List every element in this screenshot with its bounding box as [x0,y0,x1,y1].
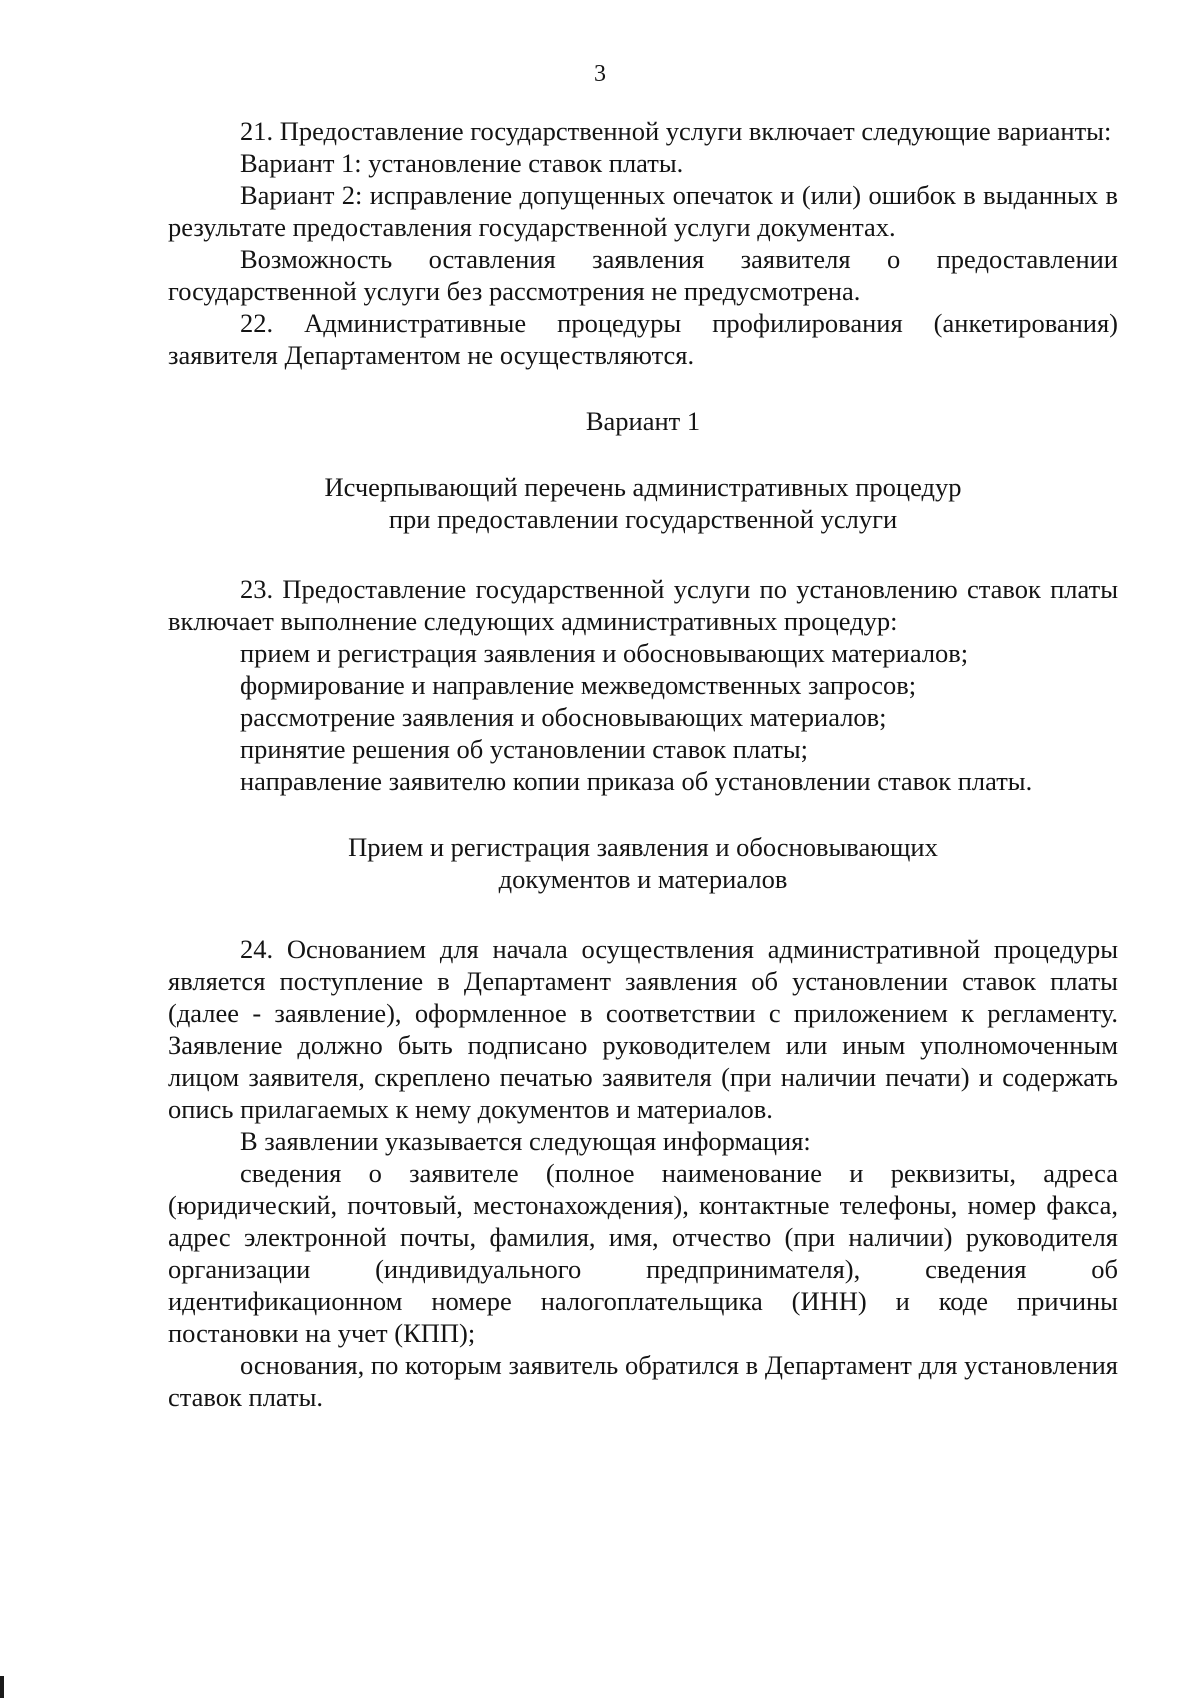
spacer [168,797,1118,831]
page-number: 3 [594,61,606,87]
paragraph-21-variant-2: Вариант 2: исправление допущенных опечаток и (или) ошибок в выданных в результате предоставления государственной услуги документах. [168,180,1118,242]
section-heading-registration [168,831,1118,895]
section-variant-title: Вариант 1 [585,406,701,436]
paragraph-22: 22. Административные процедуры профилирования (анкетирования) заявителя Департаментом не осуществляются. [168,308,1118,370]
section-heading-procedures [168,471,1118,535]
heading-line: документов и материалов [498,864,788,894]
spacer [168,371,1118,405]
spacer [168,535,1118,573]
heading-line: Прием и регистрация заявления и обосновывающих [348,832,938,862]
document-body [168,115,1118,1413]
list-item: направление заявителю копии приказа об установлении ставок платы. [240,766,1033,796]
paragraph-24-info-intro: В заявлении указывается следующая информация: [240,1126,811,1156]
procedure-list [168,637,1118,797]
paragraph-24-info-2: основания, по которым заявитель обратился в Департамент для установления ставок платы. [168,1350,1118,1412]
scan-edge-mark [0,1676,4,1698]
paragraph-21-variant-1: Вариант 1: установление ставок платы. [240,148,684,178]
heading-line: при предоставлении государственной услуги [388,504,898,534]
paragraph-24-info-1: сведения о заявителе (полное наименование и реквизиты, адреса (юридический, почтовый, местонахождения), контактные телефоны, номер факса, адрес электронной почты, фамилия, имя, отчество (при наличии) руководителя организации (индивидуального предпринимателя), сведения об идентификационном номере налогоплательщика (ИНН) и коде причины постановки на учет (КПП); [168,1158,1118,1348]
list-item: формирование и направление межведомственных запросов; [240,670,917,700]
list-item: прием и регистрация заявления и обосновывающих материалов; [240,638,969,668]
paragraph-21: 21. Предоставление государственной услуги включает следующие варианты: [240,116,1112,146]
paragraph-24: 24. Основанием для начала осуществления административной процедуры является поступление в Департамент заявления об установлении ставок платы (далее - заявление), оформленное в соответствии с приложением к регламенту. Заявление должно быть подписано руководителем или иным уполномоченным лицом заявителя, скреплено печатью заявителя (при наличии печати) и содержать опись прилагаемых к нему документов и материалов. [168,934,1118,1124]
heading-line: Исчерпывающий перечень административных процедур [324,472,962,502]
list-item: принятие решения об установлении ставок платы; [240,734,809,764]
spacer [168,895,1118,933]
paragraph-21-note: Возможность оставления заявления заявителя о предоставлении государственной услуги без рассмотрения не предусмотрена. [168,244,1118,306]
spacer [168,437,1118,471]
paragraph-23: 23. Предоставление государственной услуги по установлению ставок платы включает выполнение следующих административных процедур: [168,574,1118,636]
list-item: рассмотрение заявления и обосновывающих материалов; [240,702,887,732]
